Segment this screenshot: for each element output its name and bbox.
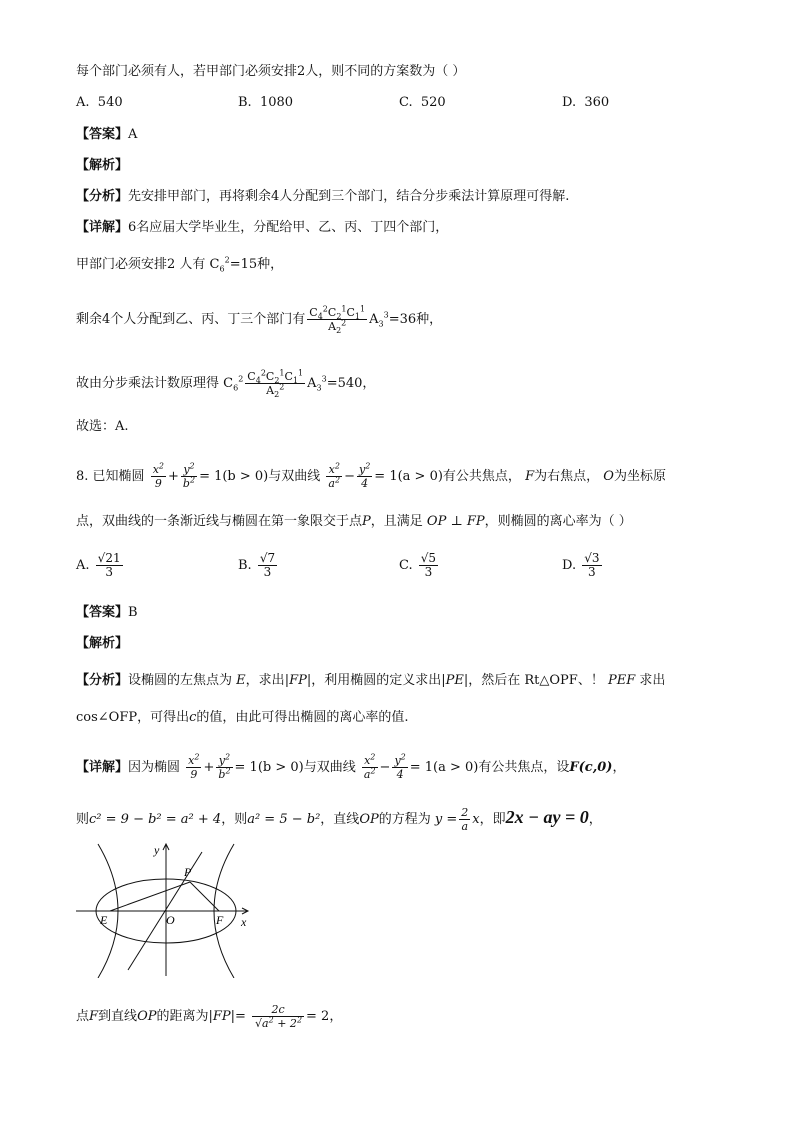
q7-option-c: C. 520 — [399, 95, 446, 110]
q7-fenxi: 【分析】先安排甲部门，再将剩余4人分配到三个部门，结合分步乘法计算原理可得解. — [76, 189, 570, 204]
q7-xiangjie-2: 甲部门必须安排2 人有 $C_6^2=15$种， — [76, 255, 284, 274]
q8-analysis-label: 【解析】 — [76, 636, 129, 651]
label-e: E — [100, 913, 108, 927]
label-o: O — [166, 913, 175, 927]
q8-xiangjie-line2: 则c² = 9 − b² = a² + 4，则a² = 5 − b²，直线OP的方程为 y = $\frac{2}{a}$ x，即2x − ay = 0， — [76, 806, 602, 833]
label-y: y — [154, 843, 160, 857]
q8-fenxi-line1: 【分析】设椭圆的左焦点为 E，求出|FP|，利用椭圆的定义求出|PE|，然后在 Rt△OPF、！ PEF 求出 — [76, 673, 666, 688]
label-p: P — [184, 865, 192, 879]
q7-answer: 【答案】A — [76, 127, 138, 142]
hyperbola-ellipse-figure — [76, 838, 256, 978]
q7-option-d: D. 360 — [562, 95, 610, 110]
q8-option-d: D. $\frac{√3}{3}$ — [562, 551, 600, 579]
q8-stem-line2: 点，双曲线的一条渐近线与椭圆在第一象限交于点P，且满足 OP ⊥ FP，则椭圆的离心率为（ ） — [76, 514, 632, 529]
q8-stem-line1: 8. 已知椭圆 $\frac{x^2}{9}$ + $\frac{y^2}{b^2}$ = 1(b > 0)与双曲线 $\frac{x^2}{a^2}$ − $\frac{y^2}{4}$ = 1(a > 0)有公共焦点， F为右焦点， O为坐标原 — [76, 461, 666, 490]
q8-option-c: C. $\frac{√5}{3}$ — [399, 551, 437, 579]
q8-fenxi-line2: cos∠OFP，可得出c的值，由此可得出椭圆的离心率的值. — [76, 710, 409, 725]
q8-xiangjie-line3: 点F到直线OP的距离为|FP|= $\frac{2c}{√a^2 + 2^2}$ = 2， — [76, 1003, 343, 1030]
q7-xiangjie-4: 故由分步乘法计数原理得 $C_6^2$ $\frac{C_4^2C_2^1C_1^1}{A_2^2}$ $A_3^3=540$， — [76, 368, 376, 400]
q8-option-a: A. $\frac{√21}{3}$ — [76, 551, 121, 579]
q7-choose: 故选：A. — [76, 419, 129, 434]
q8-option-b: B. $\frac{√7}{3}$ — [238, 551, 276, 579]
label-x: x — [241, 915, 247, 929]
q7-analysis-label: 【解析】 — [76, 158, 129, 173]
label-f: F — [216, 913, 224, 927]
q7-option-b: B. 1080 — [238, 95, 294, 110]
q7-xiangjie-1: 【详解】6名应届大学毕业生，分配给甲、乙、丙、丁四个部门， — [76, 220, 449, 235]
q8-xiangjie-line1: 【详解】因为椭圆 $\frac{x^2}{9}$ + $\frac{y^2}{b^2}$ = 1(b > 0)与双曲线 $\frac{x^2}{a^2}$ − $\frac{y^2}{4}$ = 1(a > 0)有公共焦点，设F(c,0)， — [76, 752, 626, 781]
q7-stem-tail: 每个部门必须有人，若甲部门必须安排2人，则不同的方案数为（ ） — [76, 64, 466, 79]
q8-answer: 【答案】B — [76, 605, 138, 620]
q7-option-a: A. 540 — [76, 95, 123, 110]
q7-xiangjie-3: 剩余4个人分配到乙、丙、丁三个部门有 $\frac{C_4^2C_2^1C_1^1}{A_2^2}$ $A_3^3=36$种， — [76, 304, 443, 336]
